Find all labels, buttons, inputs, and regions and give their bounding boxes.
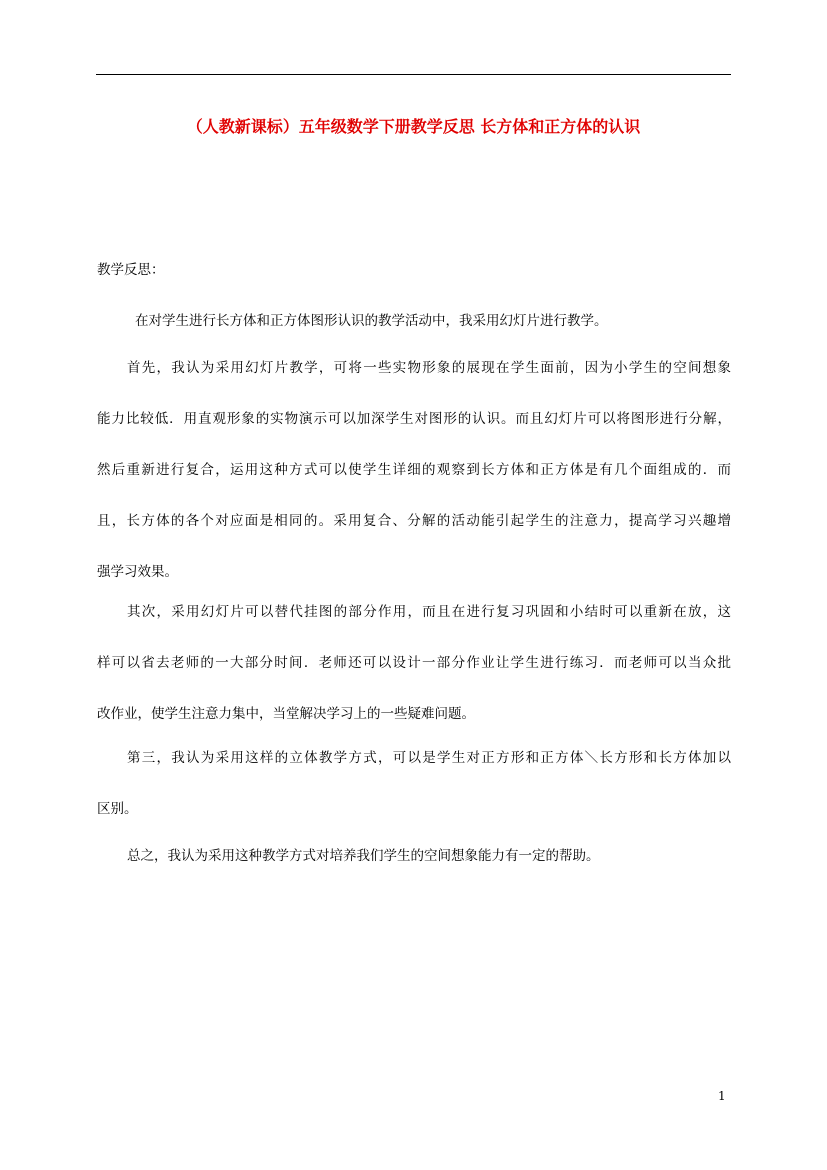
paragraph-line: 样可以省去老师的一大部分时间．老师还可以设计一部分作业让学生进行练习．而老师可以当众批 <box>97 655 731 671</box>
page-number: 1 <box>718 1089 726 1103</box>
paragraph-line: 总之，我认为采用这种教学方式对培养我们学生的空间想象能力有一定的帮助。 <box>127 848 600 864</box>
paragraph-line: 能力比较低．用直观形象的实物演示可以加深学生对图形的认识。而且幻灯片可以将图形进行分解， <box>97 411 731 427</box>
paragraph-third <box>97 748 731 819</box>
paragraph-line: 第三，我认为采用这样的立体教学方式，可以是学生对正方形和正方体＼长方形和长方体加以 <box>127 750 731 766</box>
section-label: 教学反思： <box>97 262 165 278</box>
paragraph-line: 强学习效果。 <box>97 564 178 580</box>
paragraph-line: 且，长方体的各个对应面是相同的。采用复合、分解的活动能引起学生的注意力，提高学习兴趣增 <box>97 513 731 529</box>
paragraph-second <box>97 602 731 724</box>
paragraph-line: 首先，我认为采用幻灯片教学，可将一些实物形象的展现在学生面前，因为小学生的空间想象 <box>127 360 731 376</box>
paragraph-line: 其次，采用幻灯片可以替代挂图的部分作用，而且在进行复习巩固和小结时可以重新在放，这 <box>127 604 731 620</box>
paragraph-conclusion <box>97 846 731 866</box>
paragraph-line: 然后重新进行复合，运用这种方式可以使学生详细的观察到长方体和正方体是有几个面组成的．而 <box>97 462 731 478</box>
header-rule <box>96 74 731 75</box>
paragraph-line: 改作业，使学生注意力集中，当堂解决学习上的一些疑难问题。 <box>97 706 475 722</box>
paragraph-intro <box>97 311 731 331</box>
paragraph-first <box>97 358 731 582</box>
paragraph-line: 区别。 <box>97 801 138 817</box>
paragraph-line: 在对学生进行长方体和正方体图形认识的教学活动中，我采用幻灯片进行教学。 <box>135 313 608 329</box>
document-title: （人教新课标）五年级数学下册教学反思 长方体和正方体的认识 <box>186 117 641 136</box>
